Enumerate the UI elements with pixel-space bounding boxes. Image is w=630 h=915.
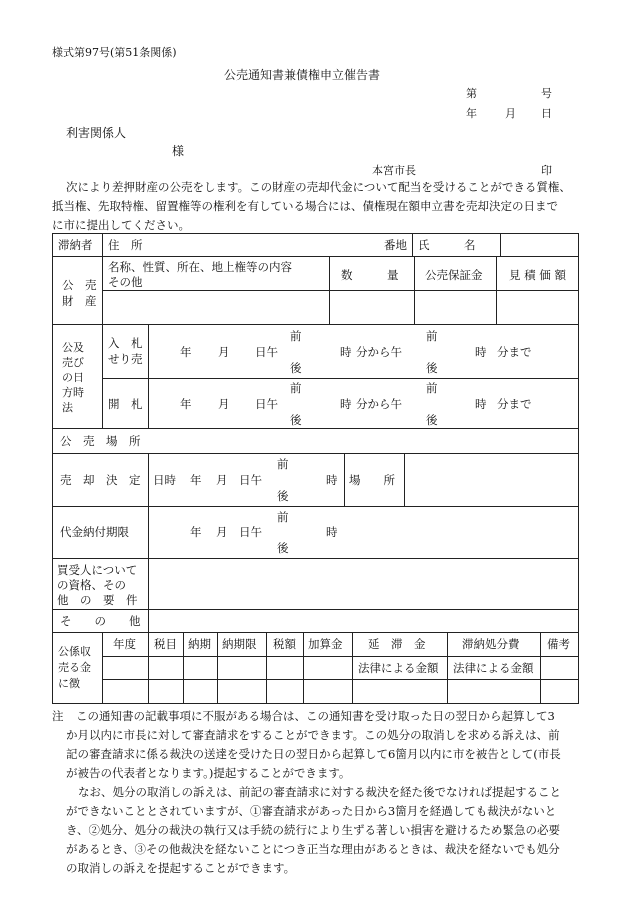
notes-mark: 注 (52, 709, 64, 723)
notes-p2-line4: があるとき、③その他裁決を経ないことにつき正当な理由があるときは、裁決を経ないでも処分 (66, 842, 560, 856)
nyusatsu-from: 分から午 (356, 345, 402, 359)
tax-header-addition: 加算金 (308, 637, 343, 651)
tax-header-deadline: 納期限 (222, 637, 257, 651)
tax-header-item: 税目 (154, 637, 177, 651)
document-title: 公売通知書兼債権申立催告書 (224, 68, 381, 82)
kaisatsu-zen-1: 前 (290, 381, 302, 395)
tax-label-2: 売る金 (58, 661, 91, 674)
kaisatsu-day: 日午 (255, 397, 278, 411)
date-month: 月 (505, 107, 516, 120)
nyusatsu-go-1: 後 (290, 361, 302, 375)
payment-hour: 時 (326, 525, 338, 539)
notes-p2-line2: ができないこととされていますが、①審査請求があった日から3箇月を経過しても裁決がないと (66, 804, 557, 818)
decision-go: 後 (277, 489, 289, 503)
kaisatsu-hour-2: 時 (475, 397, 487, 411)
form-number: 様式第97号(第51条関係) (52, 46, 177, 59)
payment-zen: 前 (277, 510, 289, 524)
nyusatsu-until: 分まで (497, 345, 532, 359)
addressee-label: 利害関係人 (66, 126, 127, 140)
other-label: そ の 他 (60, 614, 141, 628)
nyusatsu-label-1: 入 札 (108, 336, 143, 350)
schedule-label-1: 公及 (62, 341, 84, 354)
intro-line-3: に市に提出してください。 (52, 218, 190, 232)
taino-label: 滞納者 (58, 238, 93, 252)
payment-month: 月 (216, 525, 228, 539)
schedule-label-2: 売び (62, 356, 84, 369)
property-desc-1: 名称、性質、所在、地上権等の内容 (108, 260, 292, 274)
schedule-label-4: 方時 (62, 386, 84, 399)
buyer-label-1: 買受人について (57, 563, 138, 577)
taino-banchi: 番地 (384, 238, 407, 252)
nyusatsu-label-2: せり売 (108, 352, 143, 366)
addressee-sama: 様 (172, 144, 185, 158)
decision-place-label: 場 所 (349, 473, 395, 487)
nyusatsu-day: 日午 (255, 345, 278, 359)
number-go: 号 (541, 87, 552, 100)
tax-header-disposal: 滞納処分費 (462, 637, 520, 651)
taino-name-label: 氏 名 (418, 238, 476, 252)
nyusatsu-year: 年 (180, 345, 192, 359)
notes-p1-line2: か月以内に市長に対して審査請求をすることができます。この処分の取消しを求める訴えは、前 (66, 728, 560, 742)
tax-header-period: 納期 (188, 637, 211, 651)
property-qty: 数 量 (341, 268, 399, 282)
schedule-label-5: 法 (62, 401, 73, 414)
issuer-seal: 印 (541, 164, 552, 177)
tax-sub-delinquency: 法律による金額 (358, 661, 439, 675)
decision-year: 年 (190, 473, 202, 487)
buyer-label-3: 他 の 要 件 (57, 593, 138, 607)
property-label-1: 公 売 (62, 278, 97, 292)
buyer-label-2: の資格、その (57, 578, 126, 592)
nyusatsu-hour-2: 時 (475, 345, 487, 359)
tax-header-year: 年度 (113, 637, 136, 651)
tax-header-delinquency: 延 滞 金 (368, 637, 426, 651)
nyusatsu-go-2: 後 (426, 361, 438, 375)
kaisatsu-go-1: 後 (290, 413, 302, 427)
number-dai: 第 (466, 87, 477, 100)
kaisatsu-zen-2: 前 (426, 381, 438, 395)
notes-p1-line4: が被告の代表者となります。)提起することができます。 (66, 766, 351, 780)
taino-address-label: 住 所 (108, 238, 143, 252)
place-label: 公 売 場 所 (60, 434, 141, 448)
schedule-label-3: の日 (62, 371, 84, 384)
date-day: 日 (541, 107, 552, 120)
kaisatsu-month: 月 (218, 397, 230, 411)
payment-go: 後 (277, 541, 289, 555)
nyusatsu-zen-2: 前 (426, 329, 438, 343)
kaisatsu-hour: 時 (340, 397, 352, 411)
tax-header-remarks: 備考 (547, 637, 570, 651)
notes-p2-line1: なお、処分の取消しの訴えは、前記の審査請求に対する裁決を経た後でなければ提起すること (78, 785, 561, 799)
kaisatsu-from: 分から午 (356, 397, 402, 411)
tax-label-1: 公係収 (58, 645, 91, 658)
property-desc-2: その他 (108, 275, 143, 289)
payment-label: 代金納付期限 (60, 525, 129, 539)
notes-p2-line5: の取消しの訴えを提起することができます。 (66, 861, 296, 875)
decision-month: 月 (216, 473, 228, 487)
intro-line-1: 次により差押財産の公売をします。この財産の売却代金について配当を受けることができる質権、 (66, 180, 571, 194)
kaisatsu-label: 開 札 (108, 397, 143, 411)
tax-sub-disposal: 法律による金額 (453, 661, 534, 675)
nyusatsu-month: 月 (218, 345, 230, 359)
decision-zen: 前 (277, 457, 289, 471)
notes-p2-line3: き、②処分、処分の裁決の執行又は手続の続行により生ずる著しい損害を避けるため緊急の必要 (66, 823, 561, 837)
intro-line-2: 抵当権、先取特権、留置権等の権利を有している場合には、債権現在額申立書を売却決定の日まで (52, 199, 558, 213)
nyusatsu-hour: 時 (340, 345, 352, 359)
decision-label: 売 却 決 定 (60, 473, 141, 487)
issuer-name: 本宮市長 (372, 164, 416, 177)
kaisatsu-go-2: 後 (426, 413, 438, 427)
kaisatsu-until: 分まで (497, 397, 532, 411)
decision-day: 日午 (239, 473, 262, 487)
kaisatsu-year: 年 (180, 397, 192, 411)
payment-day: 日午 (239, 525, 262, 539)
property-estimate: 見 積 価 額 (509, 268, 566, 282)
notes-p1-line3: 記の審査請求に係る裁決の送達を受けた日の翌日から起算して6箇月以内に市を被告として(市長 (66, 747, 561, 761)
tax-label-3: に徴 (58, 677, 80, 690)
property-label-2: 財 産 (62, 294, 97, 308)
nyusatsu-zen-1: 前 (290, 329, 302, 343)
decision-hour: 時 (326, 473, 338, 487)
decision-nichiji: 日時 (153, 473, 176, 487)
notes-p1-line1: この通知書の記載事項に不服がある場合は、この通知書を受け取った日の翌日から起算して3 (76, 709, 555, 723)
date-year: 年 (466, 107, 477, 120)
property-deposit: 公売保証金 (425, 268, 483, 282)
tax-header-amount: 税額 (273, 637, 296, 651)
payment-year: 年 (190, 525, 202, 539)
